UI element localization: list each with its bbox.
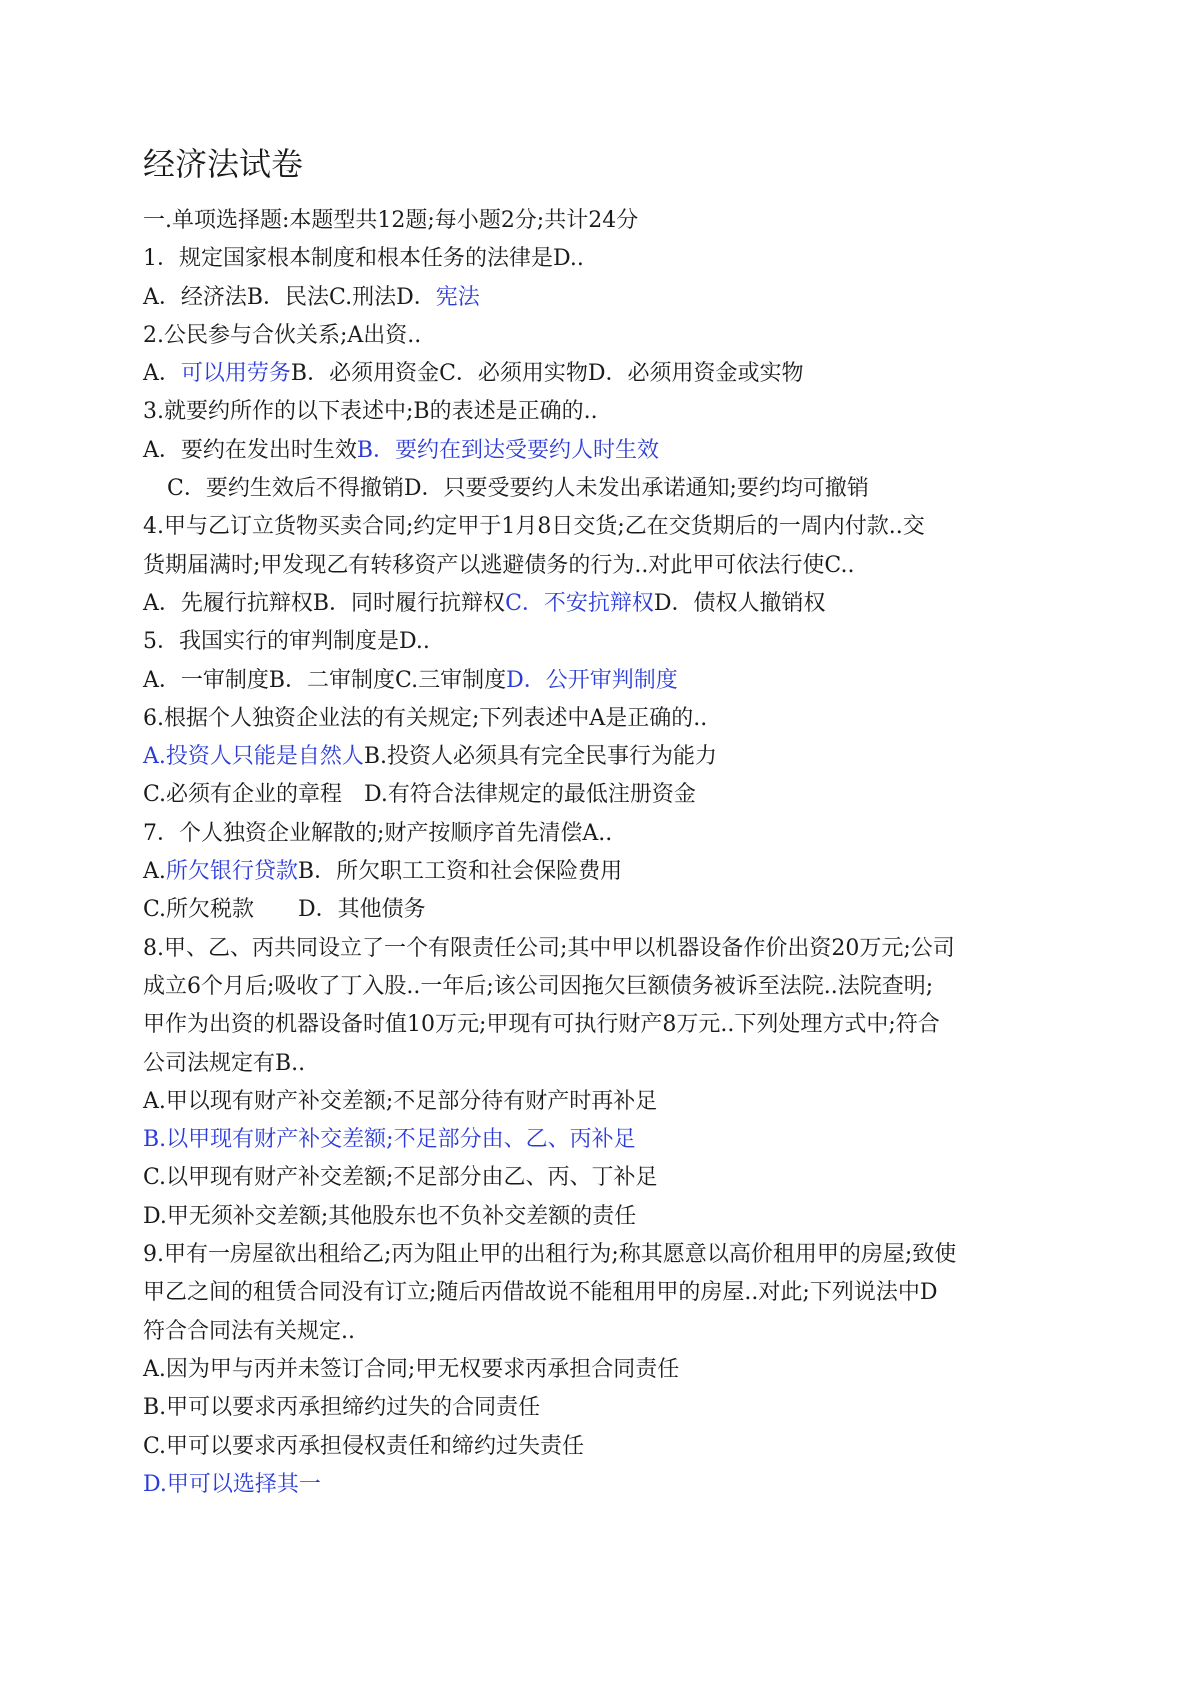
text-line <box>143 968 1063 1006</box>
text-line <box>143 930 1063 968</box>
text-segment: 5．我国实行的审判制度是D.. <box>143 629 430 655</box>
text-line <box>143 1466 1063 1504</box>
text-line <box>143 585 1063 623</box>
text-segment: 6.根据个人独资企业法的有关规定;下列表述中A是正确的.. <box>143 705 708 731</box>
text-segment: 一.单项选择题:本题型共12题;每小题2分;共计24分 <box>143 208 639 233</box>
text-segment: 甲作为出资的机器设备时值10万元;甲现有可执行财产8万元..下列处理方式中;符合 <box>143 1012 940 1038</box>
text-line <box>143 470 1063 508</box>
text-line <box>143 1236 1063 1274</box>
text-line <box>143 1006 1063 1044</box>
text-line <box>143 1083 1063 1121</box>
text-segment: A.因为甲与丙并未签订合同;甲无权要求丙承担合同责任 <box>143 1356 680 1382</box>
text-segment: 公司法规定有B.. <box>143 1050 306 1076</box>
text-segment: A．要约在发出时生效 <box>143 437 357 463</box>
text-line <box>143 432 1063 470</box>
text-segment: A.甲以现有财产补交差额;不足部分待有财产时再补足 <box>143 1088 658 1114</box>
text-segment: A．先履行抗辩权B．同时履行抗辩权 <box>143 590 506 616</box>
text-segment: A．一审制度B．二审制度C.三审制度 <box>143 667 507 693</box>
text-line <box>143 700 1063 738</box>
answer-highlight: 所欠银行贷款 <box>165 859 298 885</box>
text-segment: C.必须有企业的章程 D.有符合法律规定的最低注册资金 <box>143 782 696 808</box>
text-segment: B.投资人必须具有完全民事行为能力 <box>363 744 718 770</box>
exam-page <box>143 140 1063 1504</box>
text-segment: D．债权人撤销权 <box>653 590 826 616</box>
text-line <box>143 1274 1063 1312</box>
text-segment: B．所欠职工工资和社会保险费用 <box>297 859 623 885</box>
text-segment: A． <box>143 361 181 387</box>
text-line <box>143 1428 1063 1466</box>
text-segment: C.所欠税款 D．其他债务 <box>143 897 426 923</box>
text-line <box>143 776 1063 814</box>
text-line <box>143 317 1063 355</box>
answer-highlight: 可以用劳务 <box>180 361 291 387</box>
text-segment: 2.公民参与合伙关系;A出资.. <box>143 322 422 348</box>
text-line <box>143 1389 1063 1427</box>
text-segment: 1．规定国家根本制度和根本任务的法律是D.. <box>143 246 584 272</box>
answer-highlight: B．要约在到达受要约人时生效 <box>356 437 660 463</box>
text-segment: 3.就要约所作的以下表述中;B的表述是正确的.. <box>143 399 598 425</box>
text-segment: 货期届满时;甲发现乙有转移资产以逃避债务的行为..对此甲可依法行使C.. <box>143 552 855 578</box>
answer-highlight: D．公开审判制度 <box>506 667 678 693</box>
text-segment: B.甲可以要求丙承担缔约过失的合同责任 <box>143 1395 541 1421</box>
exam-body <box>143 202 1063 1504</box>
text-segment: C.以甲现有财产补交差额;不足部分由乙、丙、丁补足 <box>143 1165 658 1191</box>
text-line <box>143 393 1063 431</box>
text-segment: B．必须用资金C．必须用实物D．必须用资金或实物 <box>290 361 804 387</box>
text-segment: 7．个人独资企业解散的;财产按顺序首先清偿A.. <box>143 820 613 846</box>
text-line <box>143 1159 1063 1197</box>
answer-highlight: B.以甲现有财产补交差额;不足部分由、乙、丙补足 <box>143 1127 636 1153</box>
text-segment: D.甲无须补交差额;其他股东也不负补交差额的责任 <box>143 1203 637 1229</box>
text-segment: 8.甲、乙、丙共同设立了一个有限责任公司;其中甲以机器设备作价出资20万元;公司 <box>143 935 955 961</box>
text-segment: A. <box>143 859 166 885</box>
text-line <box>143 891 1063 929</box>
text-line <box>143 853 1063 891</box>
text-line <box>143 1045 1063 1083</box>
text-line <box>143 1198 1063 1236</box>
text-line <box>143 662 1063 700</box>
text-line <box>143 279 1063 317</box>
text-line <box>143 738 1063 776</box>
text-line <box>143 547 1063 585</box>
text-segment: 4.甲与乙订立货物买卖合同;约定甲于1月8日交货;乙在交货期后的一周内付款..交 <box>143 514 925 540</box>
answer-highlight: C．不安抗辩权 <box>505 590 654 616</box>
answer-highlight: D.甲可以选择其一 <box>143 1471 321 1497</box>
text-line <box>143 508 1063 546</box>
text-line <box>143 1351 1063 1389</box>
exam-title: 经济法试卷 <box>143 145 304 183</box>
text-segment: C．要约生效后不得撤销D．只要受要约人未发出承诺通知;要约均可撤销 <box>167 476 869 502</box>
text-segment: 9.甲有一房屋欲出租给乙;丙为阻止甲的出租行为;称其愿意以高价租用甲的房屋;致使 <box>143 1242 957 1268</box>
answer-highlight: 宪法 <box>435 284 480 310</box>
text-segment: C.甲可以要求丙承担侵权责任和缔约过失责任 <box>143 1433 585 1459</box>
text-segment: 符合合同法有关规定.. <box>143 1318 355 1344</box>
text-line <box>143 240 1063 278</box>
text-line <box>143 1121 1063 1159</box>
answer-highlight: A.投资人只能是自然人 <box>143 744 364 770</box>
text-segment: A．经济法B．民法C.刑法D． <box>143 284 436 310</box>
text-line <box>143 815 1063 853</box>
text-line <box>143 202 1063 240</box>
text-line <box>143 623 1063 661</box>
text-segment: 甲乙之间的租赁合同没有订立;随后丙借故说不能租用甲的房屋..对此;下列说法中D <box>143 1280 938 1306</box>
text-segment: 成立6个月后;吸收了丁入股..一年后;该公司因拖欠巨额债务被诉至法院..法院查明; <box>143 973 934 999</box>
text-line <box>143 355 1063 393</box>
text-line <box>143 1313 1063 1351</box>
